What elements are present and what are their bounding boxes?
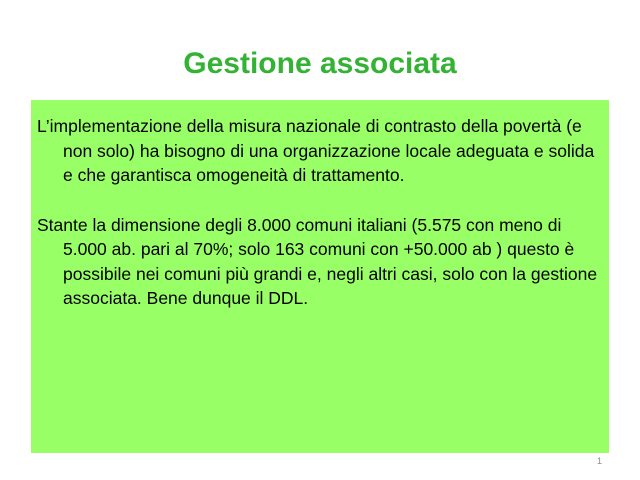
page-number: 1 xyxy=(596,456,602,466)
paragraph-2: Stante la dimensione degli 8.000 comuni italiani (5.575 con meno di 5.000 ab. pari al 70%; solo 163 comuni con +50.000 ab ) questo è possibile nei comuni più grandi e, negli altri casi, solo con la gestione associata. Bene dunque il DDL. xyxy=(37,214,598,308)
slide-title: Gestione associata xyxy=(183,47,457,80)
paragraph-1: L’implementazione della misura nazionale di contrasto della povertà (e non solo) ha bisogno di una organizzazione locale adeguata e solida e che garantisca omogeneità di trattamento. xyxy=(37,116,595,185)
content-box xyxy=(31,100,609,453)
